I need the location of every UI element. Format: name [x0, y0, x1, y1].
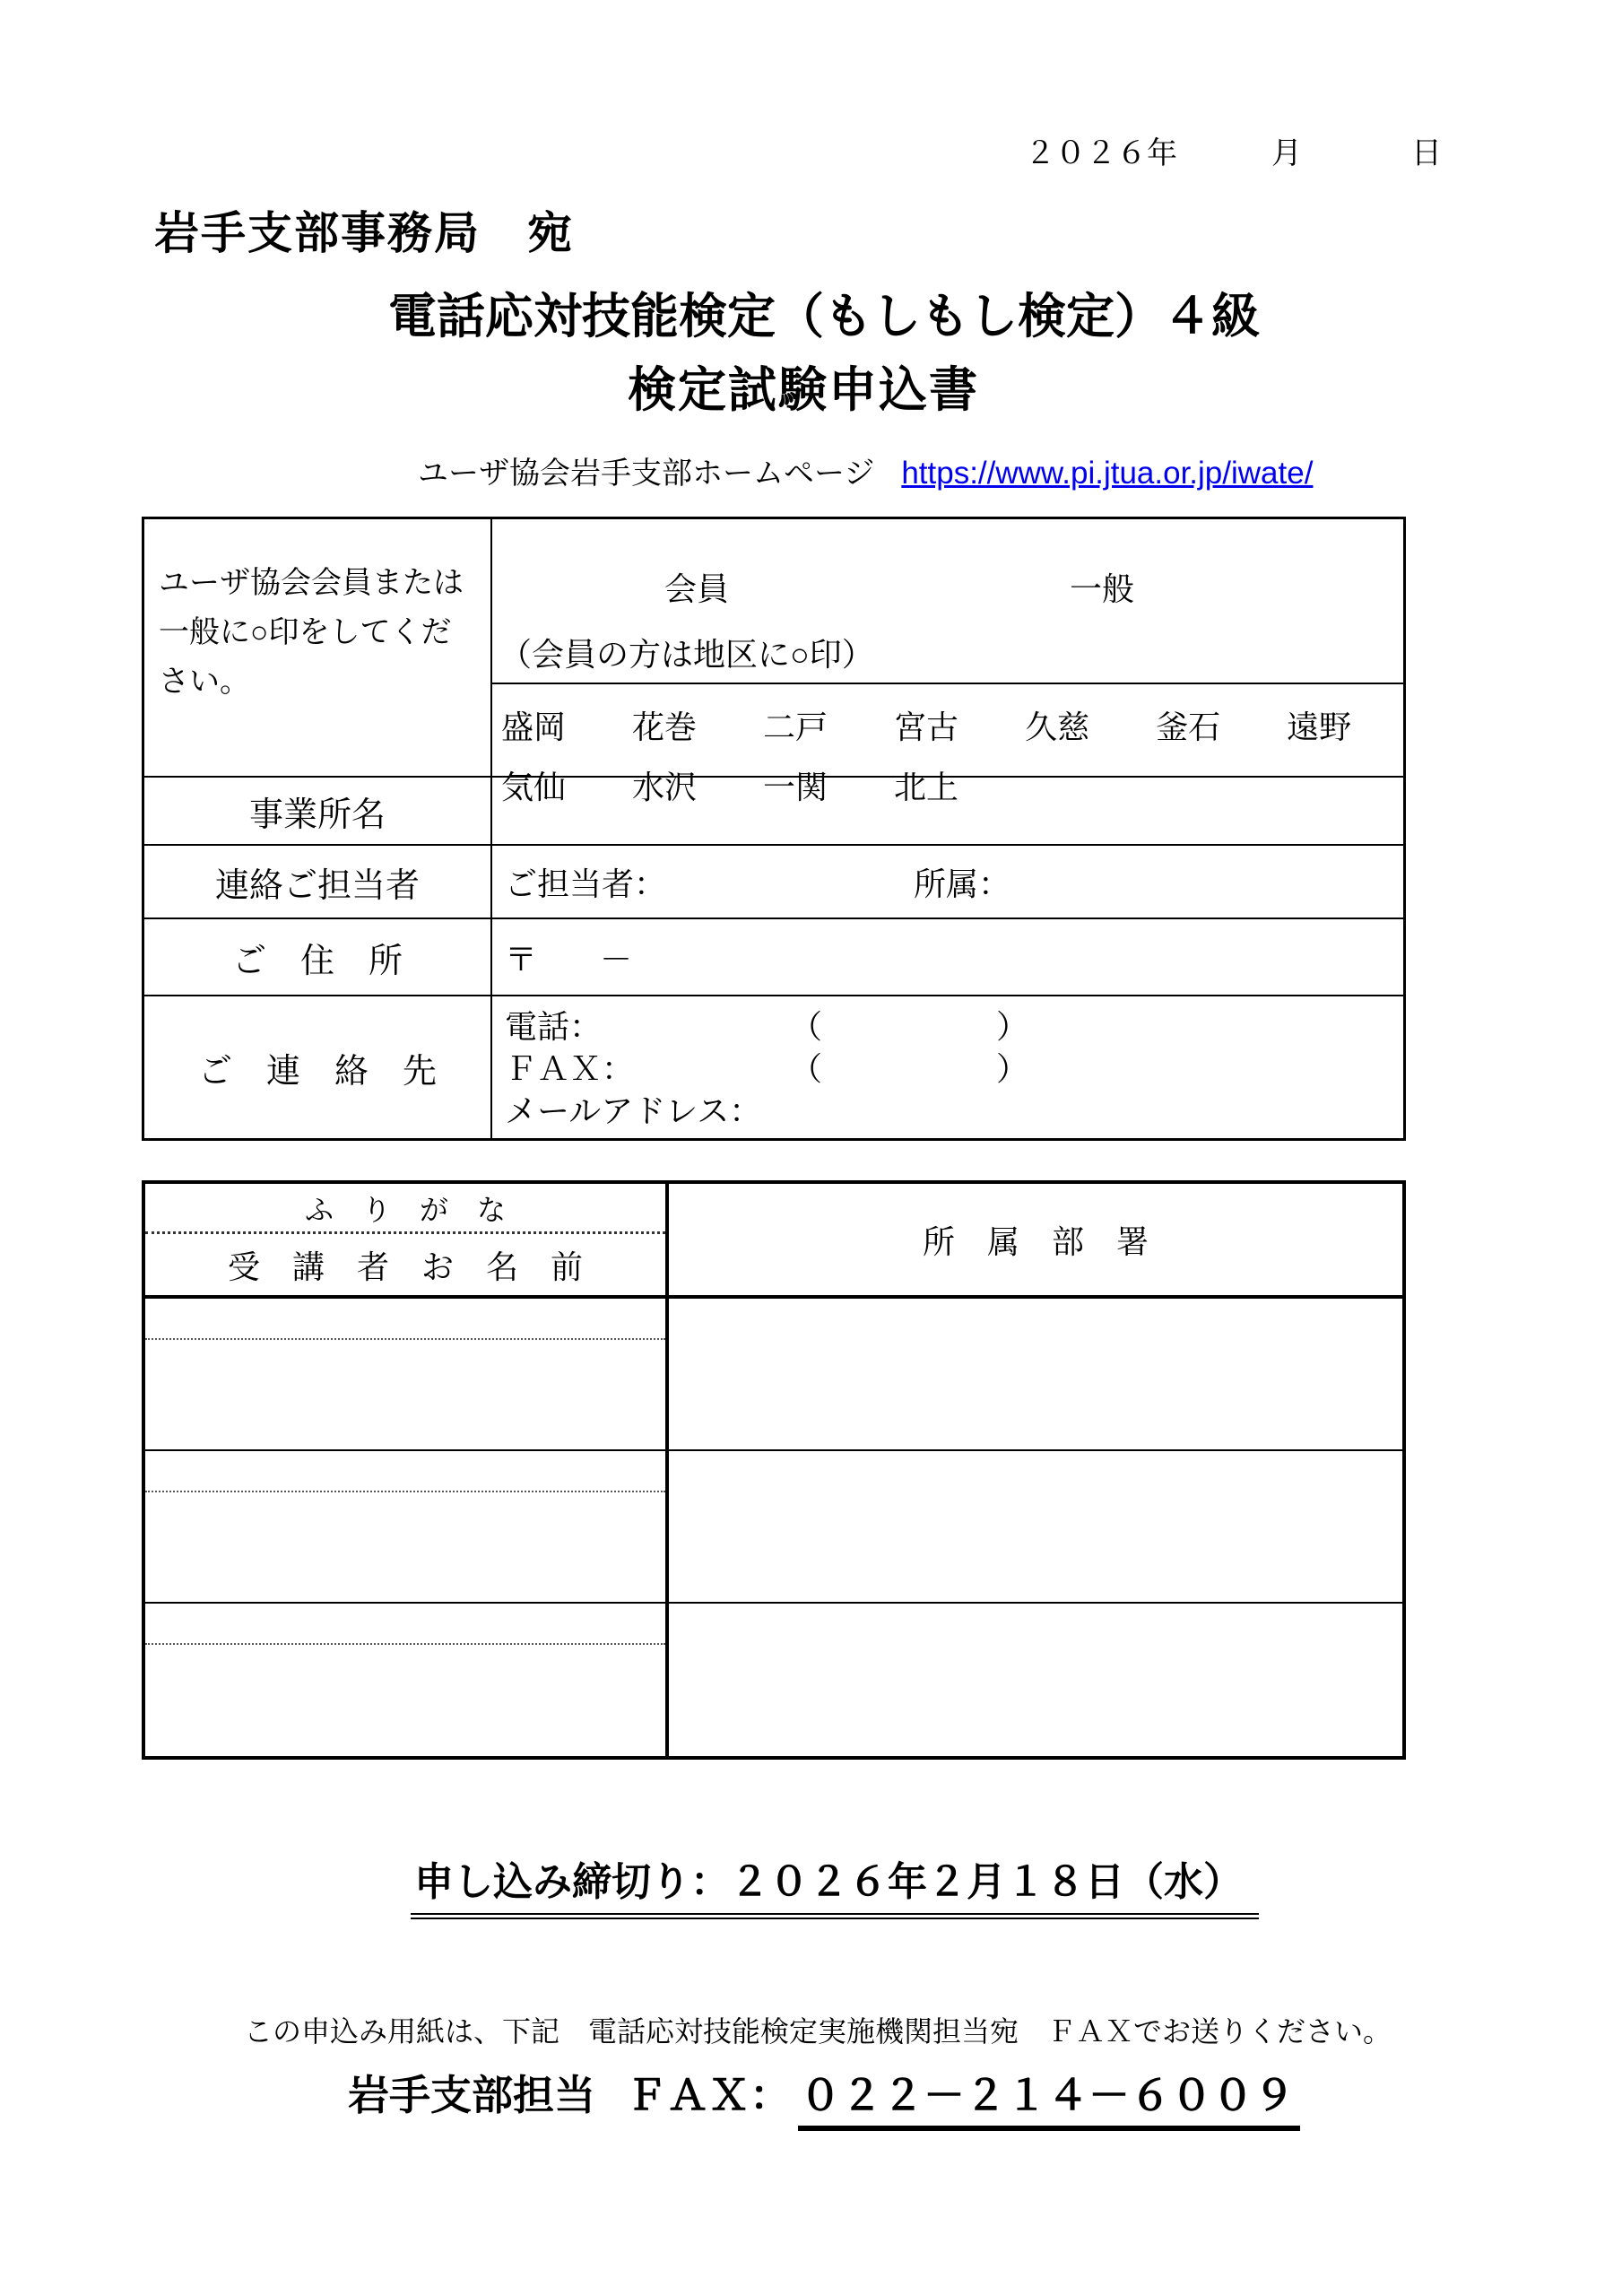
department-cell	[669, 1451, 1402, 1602]
attendee-row-2	[145, 1451, 1402, 1604]
office-name-input-cell	[492, 778, 1403, 844]
membership-type-line	[492, 564, 1403, 610]
date-line	[1025, 128, 1442, 172]
contact-info-input-cell	[492, 996, 1403, 1138]
department-cell	[669, 1604, 1402, 1756]
attendee-name-header: 受 講 者 お 名 前	[227, 1248, 583, 1285]
attendee-row-3	[145, 1604, 1402, 1756]
department-field-label: 所属：	[914, 865, 1011, 902]
attendee-table-header	[145, 1184, 1402, 1299]
fax-label: ＦＡＸ：	[626, 2072, 791, 2118]
paren-open: （	[790, 1008, 823, 1045]
district-option: 二戸	[763, 709, 828, 745]
email-line	[505, 1088, 1403, 1130]
date-year: ２０２６年	[1025, 136, 1177, 170]
contact-info-label: ご 連 絡 先	[144, 996, 492, 1138]
district-option: 一関	[763, 769, 828, 805]
fax-paren-group	[790, 1044, 1028, 1090]
district-option: 盛岡	[501, 709, 567, 745]
date-day-label: 日	[1411, 136, 1442, 170]
district-option: 久慈	[1025, 709, 1090, 745]
district-note-text: （会員の方は地区に○印）	[499, 636, 874, 673]
fax-number: ０２２－２１４－６００９	[798, 2063, 1300, 2131]
district-option: 北上	[894, 769, 959, 805]
date-month-label: 月	[1271, 136, 1302, 170]
postal-mark: 〒	[505, 940, 538, 978]
attendee-name-header-cell	[145, 1184, 669, 1295]
district-option: 宮古	[894, 709, 959, 745]
address-input-cell	[492, 919, 1403, 995]
homepage-label: ユーザ協会岩手支部ホームページ	[418, 457, 875, 491]
fax-field-label: ＦＡＸ：	[505, 1050, 635, 1087]
person-field-label: ご担当者：	[505, 865, 667, 902]
office-name-row	[144, 778, 1403, 846]
telephone-line	[505, 1004, 1403, 1046]
furigana-header: ふ り が な	[145, 1184, 665, 1234]
membership-row	[144, 519, 1403, 805]
contact-person-label: 連絡ご担当者	[144, 846, 492, 918]
address-row	[144, 919, 1403, 996]
paren-close: ）	[995, 1008, 1028, 1045]
fax-field-line	[505, 1046, 1403, 1088]
attendee-table	[142, 1180, 1406, 1760]
email-field-label: メールアドレス：	[505, 1092, 762, 1129]
office-name-label: 事業所名	[144, 778, 492, 844]
attendee-name-cell	[145, 1299, 669, 1449]
address-label: ご 住 所	[144, 919, 492, 995]
homepage-line	[418, 448, 1313, 492]
form-subtitle: 検定試験申込書	[628, 363, 979, 417]
deadline-line	[411, 1849, 1259, 1907]
paren-close: ）	[995, 1050, 1028, 1087]
member-option: 会員	[664, 570, 730, 607]
addressee: 岩手支部事務局 宛	[154, 208, 574, 258]
district-note	[492, 630, 1403, 684]
district-option: 水沢	[632, 769, 698, 805]
district-options-row1	[492, 702, 1403, 748]
furigana-zone	[145, 1604, 665, 1645]
district-option: 釜石	[1156, 709, 1221, 745]
district-option: 花巻	[632, 709, 698, 745]
fax-contact-label: 岩手支部担当	[348, 2072, 595, 2118]
applicant-info-table	[142, 517, 1406, 1141]
furigana-zone	[145, 1451, 665, 1492]
telephone-field-label: 電話：	[505, 1008, 603, 1045]
general-option: 一般	[1070, 570, 1135, 607]
postal-dash: －	[600, 940, 633, 978]
form-title: 電話応対技能検定（もしもし検定）４級	[388, 290, 1260, 344]
attendee-name-cell	[145, 1604, 669, 1756]
contact-person-row	[144, 846, 1403, 919]
membership-row-label: ユーザ協会会員または一般に○印をしてください。	[144, 519, 492, 808]
deadline-text: 申し込み締切り：２０２６年２月１８日（水）	[411, 1860, 1259, 1919]
contact-person-input-cell	[492, 846, 1403, 918]
district-option: 遠野	[1287, 709, 1352, 745]
membership-options-cell	[492, 519, 1403, 808]
department-header: 所 属 部 署	[922, 1222, 1149, 1260]
attendee-row-1	[145, 1299, 1402, 1451]
contact-info-row	[144, 996, 1403, 1138]
attendee-name-cell	[145, 1451, 669, 1602]
fax-instruction-note: この申込み用紙は、下記 電話応対技能検定実施機関担当宛 ＦＡＸでお送りください。	[244, 2015, 1392, 2048]
paren-open: （	[790, 1050, 823, 1087]
homepage-link[interactable]: https://www.pi.jtua.or.jp/iwate/	[901, 456, 1314, 491]
furigana-zone	[145, 1299, 665, 1340]
department-cell	[669, 1299, 1402, 1449]
district-option: 気仙	[501, 769, 567, 805]
telephone-paren-group	[790, 1002, 1028, 1048]
fax-contact-line	[348, 2063, 1300, 2131]
